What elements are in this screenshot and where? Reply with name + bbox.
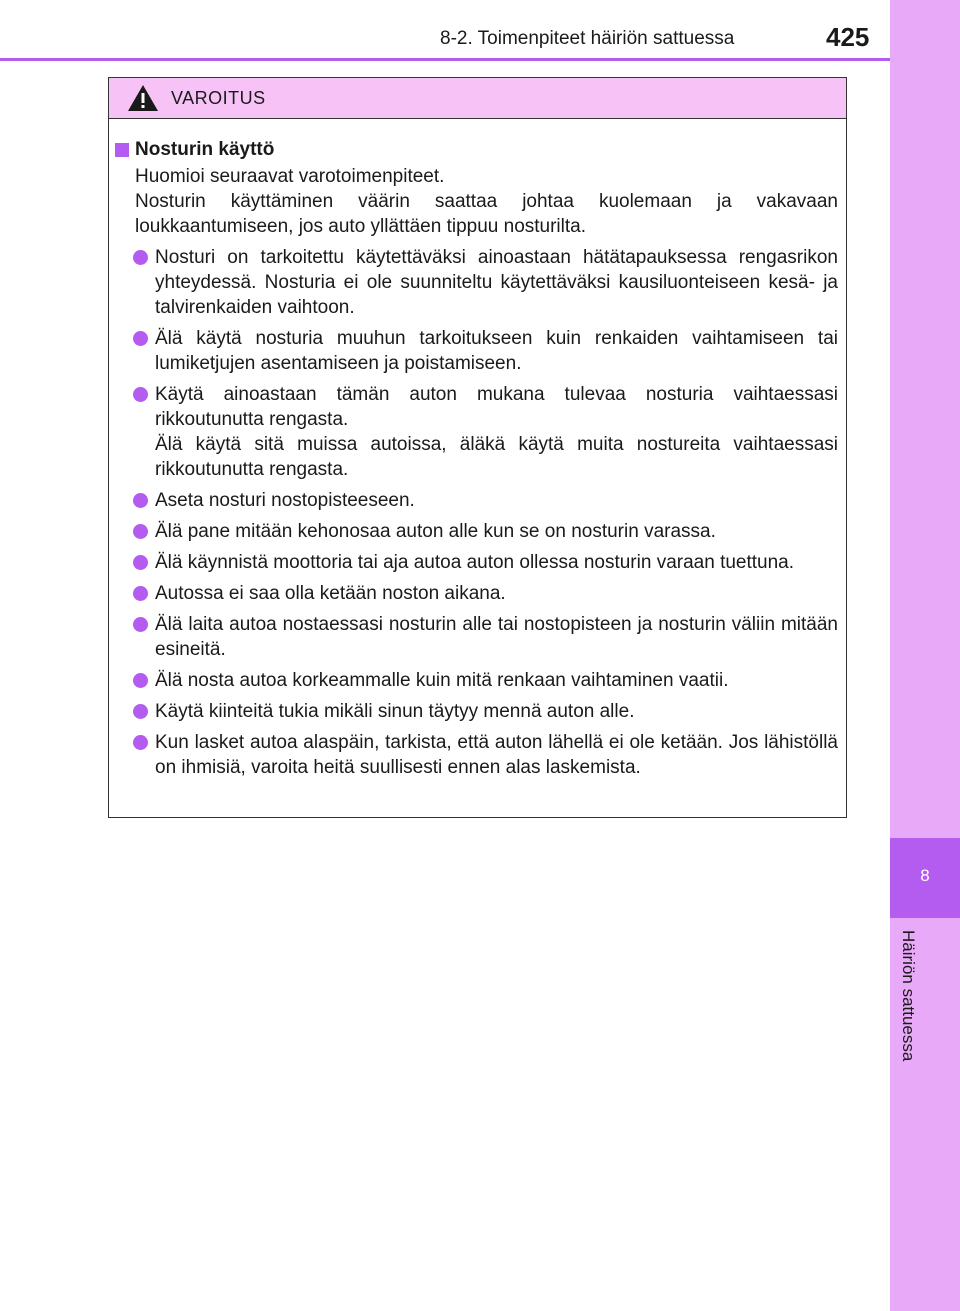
- bullet-dot-icon: [133, 493, 148, 508]
- bullet-dot-icon: [133, 586, 148, 601]
- section-title: [115, 137, 838, 162]
- list-item: Autossa ei saa olla ketään noston aikana.: [115, 581, 838, 606]
- intro: [115, 164, 838, 239]
- warning-triangle-icon: [127, 84, 159, 112]
- bullet-dot-icon: [133, 387, 148, 402]
- bullet-dot-icon: [133, 735, 148, 750]
- section-title-text: Nosturin käyttö: [135, 139, 275, 160]
- bullet-dot-icon: [133, 704, 148, 719]
- list-item: Älä käynnistä moottoria tai aja autoa auton ollessa nosturin varaan tuettuna.: [115, 550, 838, 575]
- list-item: Aseta nosturi nostopisteeseen.: [115, 488, 838, 513]
- list-item: Kun lasket autoa alaspäin, tarkista, että auton lähellä ei ole ketään. Jos lähistöllä on ihmisiä, varoita heitä suullisesti ennen alas laskemista.: [115, 730, 838, 780]
- warning-box: [108, 77, 847, 818]
- list-item: Nosturi on tarkoitettu käytettäväksi ainoastaan hätätapauksessa rengasrikon yhteydessä. Nosturia ei ole suunniteltu käytettäväksi kausiluonteiseen kesä- ja talvirenkaiden vaihtoon.: [115, 245, 838, 320]
- list-item: Älä pane mitään kehonosaa auton alle kun se on nosturin varassa.: [115, 519, 838, 544]
- bullet-dot-icon: [133, 673, 148, 688]
- square-bullet-icon: [115, 143, 129, 157]
- list-item: Älä laita autoa nostaessasi nosturin alle tai nostopisteen ja nosturin väliin mitään esineitä.: [115, 612, 838, 662]
- bullet-dot-icon: [133, 250, 148, 265]
- warning-content: [109, 119, 846, 780]
- list-item: Älä nosta autoa korkeammalle kuin mitä renkaan vaihtaminen vaatii.: [115, 668, 838, 693]
- header-rule: [0, 58, 890, 61]
- bullet-dot-icon: [133, 617, 148, 632]
- chapter-title: Häiriön sattuessa: [899, 930, 918, 1062]
- chapter-number: 8: [920, 866, 930, 885]
- intro-line: Huomioi seuraavat varotoimenpiteet.: [135, 166, 445, 187]
- list-item: Käytä kiinteitä tukia mikäli sinun täytyy mennä auton alle.: [115, 699, 838, 724]
- section-header: 8-2. Toimenpiteet häiriön sattuessa: [440, 28, 735, 49]
- side-tab: [890, 0, 960, 1311]
- warning-header: [109, 78, 846, 119]
- chapter-tab: [890, 838, 960, 918]
- intro-line: Nosturin käyttäminen väärin saattaa johtaa kuolemaan ja vakavaan loukkaantumiseen, jos auto yllättäen tippuu nosturilta.: [135, 191, 838, 237]
- list-item: Käytä ainoastaan tämän auton mukana tulevaa nosturia vaihtaessasi rikkoutunutta rengasta. Älä käytä sitä muissa autoissa, äläkä käytä muita nostureita vaihtaessasi rikkoutunutta rengasta.: [115, 382, 838, 482]
- bullet-dot-icon: [133, 524, 148, 539]
- list-item: Älä käytä nosturia muuhun tarkoitukseen kuin renkaiden vaihtamiseen tai lumiketjujen asentamiseen ja poistamiseen.: [115, 326, 838, 376]
- warning-title: VAROITUS: [171, 88, 266, 108]
- page-number: 425: [826, 22, 870, 52]
- bullet-dot-icon: [133, 555, 148, 570]
- bullet-list: [115, 245, 838, 780]
- bullet-dot-icon: [133, 331, 148, 346]
